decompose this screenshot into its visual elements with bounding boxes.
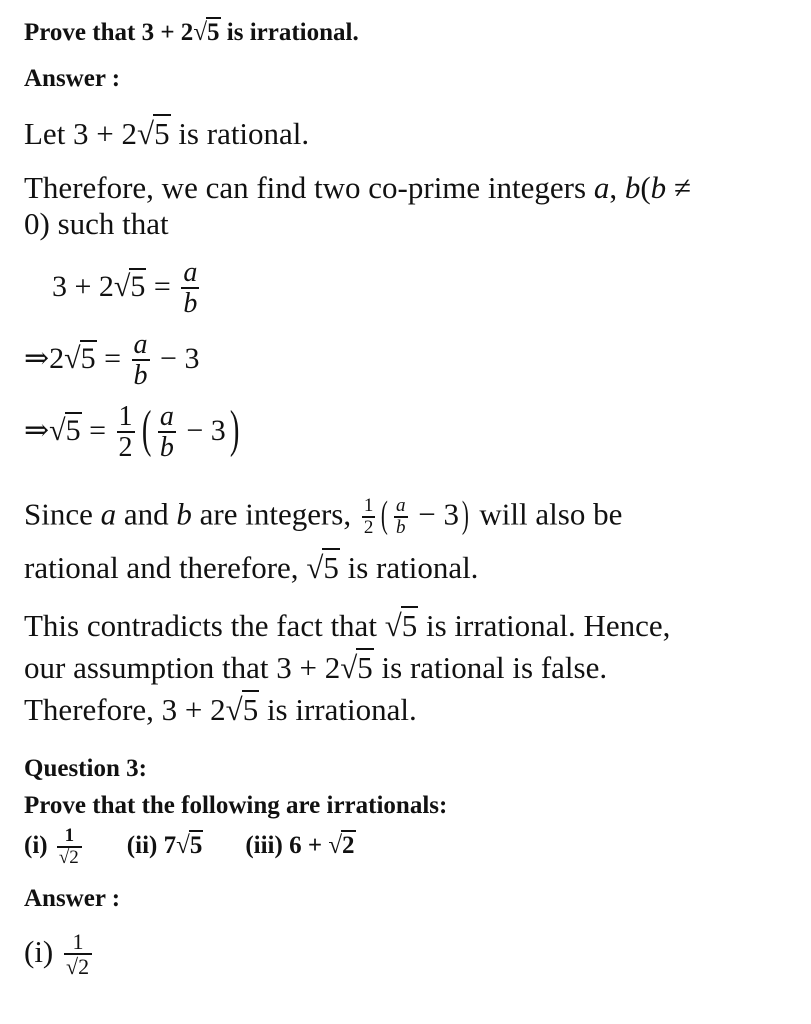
radicand: 5 xyxy=(189,832,203,860)
radicand: 5 xyxy=(154,116,170,151)
text: ≠ xyxy=(666,170,691,205)
therefore-statement xyxy=(24,172,691,203)
fraction xyxy=(132,330,150,392)
left-paren: ( xyxy=(141,401,151,459)
sqrt-symbol: √5 xyxy=(49,413,81,447)
sqrt-symbol: √5 xyxy=(306,550,339,585)
sqrt-symbol: √2 xyxy=(58,846,79,868)
question-3-parts xyxy=(24,826,356,869)
conclusion-statement xyxy=(24,694,417,725)
radicand: 5 xyxy=(130,269,146,303)
text: This contradicts the fact that xyxy=(24,608,385,643)
denominator: 2 xyxy=(118,432,133,464)
numerator: 1 xyxy=(64,825,75,846)
text: − 3 xyxy=(178,413,226,447)
radicand: 2 xyxy=(69,846,79,868)
sqrt-symbol: √2 xyxy=(328,832,355,860)
part-i-heading xyxy=(24,930,95,979)
denominator: 2 xyxy=(363,516,374,538)
answer-label: Answer : xyxy=(24,65,121,92)
therefore-statement-cont: 0) such that xyxy=(24,206,169,241)
text: Therefore, 3 + 2 xyxy=(24,692,226,727)
denominator: b xyxy=(133,360,148,392)
since-statement xyxy=(24,496,622,539)
denominator: b xyxy=(183,288,198,320)
text: ⇒2 xyxy=(24,341,65,375)
text: Since xyxy=(24,496,101,532)
right-paren: ) xyxy=(461,494,469,537)
sqrt-symbol: √2 xyxy=(66,954,90,980)
radicand: 5 xyxy=(207,19,220,46)
denominator xyxy=(64,953,92,979)
var-b: b xyxy=(176,496,192,532)
radicand: 5 xyxy=(401,608,418,643)
text: our assumption that 3 + 2 xyxy=(24,650,341,685)
text: 3 + 2 xyxy=(52,269,114,303)
question-title-prefix: Prove that 3 + 2 xyxy=(24,19,194,46)
numerator: a xyxy=(159,401,174,432)
text: = xyxy=(96,341,129,375)
radicand: 5 xyxy=(323,550,339,585)
text: is rational. xyxy=(170,116,310,151)
var-a: a xyxy=(100,496,117,532)
fraction xyxy=(117,402,135,464)
text: rational and therefore, xyxy=(24,550,307,585)
radicand: 2 xyxy=(342,832,355,860)
numerator: a xyxy=(396,495,406,516)
numerator: a xyxy=(183,257,198,288)
fraction xyxy=(57,826,82,869)
contradiction-statement xyxy=(24,610,670,641)
text: = xyxy=(81,413,114,447)
radicand: 5 xyxy=(80,341,96,375)
text: is irrational. Hence, xyxy=(418,608,671,643)
text: is rational is false. xyxy=(373,650,608,685)
sqrt-symbol: √5 xyxy=(340,650,373,685)
question-title-suffix: is irrational. xyxy=(220,19,359,46)
text: Let 3 + 2 xyxy=(24,116,138,151)
text: Therefore, we can find two co-prime integers xyxy=(24,170,594,205)
sqrt-symbol: √5 xyxy=(193,19,220,46)
right-paren: ) xyxy=(229,401,240,459)
text: is rational. xyxy=(339,550,479,585)
sqrt-symbol: √5 xyxy=(384,608,418,643)
text: will also be xyxy=(471,496,623,532)
question-3-label: Question 3: xyxy=(24,755,147,782)
part-i-label: (i) xyxy=(24,832,54,860)
sqrt-symbol: √5 xyxy=(137,116,170,151)
text: ( xyxy=(640,170,651,205)
equation-3 xyxy=(24,402,243,464)
fraction xyxy=(362,496,376,539)
radicand: 5 xyxy=(65,413,81,447)
text: are integers, xyxy=(191,496,359,532)
since-statement-cont xyxy=(24,552,478,583)
fraction xyxy=(394,496,408,539)
denominator xyxy=(57,846,82,869)
denominator: b xyxy=(159,432,174,464)
part-iii-label: (iii) 6 + xyxy=(245,832,329,860)
radicand: 5 xyxy=(357,650,373,685)
sqrt-symbol: √5 xyxy=(176,832,203,860)
var-a: a xyxy=(593,170,610,205)
text: − 3 xyxy=(410,496,460,532)
answer-label: Answer : xyxy=(24,885,121,912)
denominator: b xyxy=(396,516,406,538)
equation-1 xyxy=(52,258,202,320)
equation-2 xyxy=(24,330,199,392)
contradiction-statement-2 xyxy=(24,652,607,683)
question-title xyxy=(24,20,359,45)
text: = xyxy=(146,269,179,303)
numerator: 1 xyxy=(363,495,374,516)
sqrt-symbol: √5 xyxy=(64,341,96,375)
fraction xyxy=(158,402,176,464)
fraction xyxy=(181,258,199,320)
text: (i) xyxy=(24,933,62,969)
part-ii-label: (ii) 7 xyxy=(126,832,177,860)
let-statement xyxy=(24,118,309,149)
radicand: 5 xyxy=(242,692,259,727)
text: ⇒ xyxy=(24,413,50,447)
numerator: a xyxy=(133,329,148,360)
fraction xyxy=(64,930,92,979)
text: − 3 xyxy=(152,341,200,375)
text: , xyxy=(609,170,625,205)
left-paren: ( xyxy=(381,494,389,537)
radicand: 2 xyxy=(78,954,90,980)
sqrt-symbol: √5 xyxy=(225,692,259,727)
text: is irrational. xyxy=(259,692,417,727)
var-b: b xyxy=(624,170,641,205)
question-3-title: Prove that the following are irrationals: xyxy=(24,792,448,819)
text: and xyxy=(116,496,177,532)
var-b: b xyxy=(650,170,667,205)
numerator: 1 xyxy=(72,929,84,954)
sqrt-symbol: √5 xyxy=(113,269,146,303)
numerator: 1 xyxy=(118,401,133,432)
